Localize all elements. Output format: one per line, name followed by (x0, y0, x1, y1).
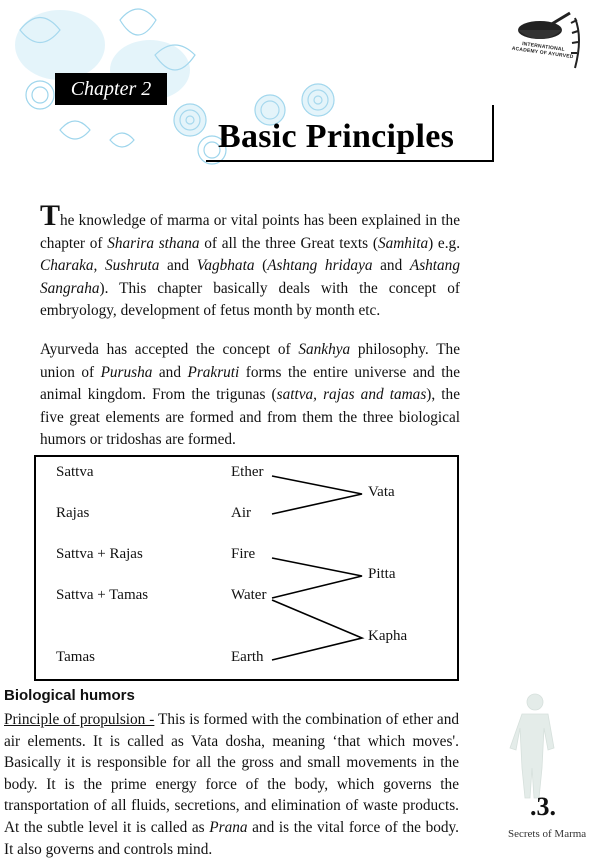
section-heading: Biological humors (4, 687, 135, 704)
text: and (152, 363, 188, 381)
dosha-cell: Kapha (368, 628, 408, 644)
text-italic: Sankhya (298, 341, 351, 358)
principle-label: Principle of propulsion - (4, 711, 155, 728)
text-italic: Purusha (100, 363, 153, 381)
biological-humors-paragraph (4, 709, 459, 860)
text: Ayurveda has accepted the concept of (40, 341, 299, 358)
drop-cap: T (40, 199, 61, 232)
text: forms the entire universe and the animal kingdom. From the trigunas ( (40, 363, 460, 404)
element-cell: Water (231, 587, 267, 603)
text: and (372, 257, 410, 275)
element-cell: Fire (231, 546, 256, 562)
element-cell: Earth (231, 649, 264, 665)
guna-cell: Sattva + Tamas (56, 587, 149, 603)
text-italic: Ashtang Sangraha (40, 257, 460, 297)
text: ), the five great elements are formed and from them the three biological humors or tridoshas are formed. (40, 386, 460, 449)
text-italic: Samhita (377, 234, 429, 252)
text-italic: Prana (209, 818, 248, 836)
element-cell: Ether (231, 464, 264, 480)
element-cell: Air (231, 505, 251, 521)
guna-cell: Rajas (56, 505, 90, 521)
chapter-label: Chapter 2 (55, 73, 167, 105)
text-italic: Sharira sthana (107, 234, 200, 252)
human-figure-illustration (500, 690, 570, 800)
dosha-cell: Vata (368, 484, 395, 500)
logo-caption: INTERNATIONAL ACADEMY OF AYURVED (511, 41, 574, 61)
text-italic: sattva, rajas and tamas (276, 386, 427, 404)
page-title: Basic Principles (218, 118, 455, 155)
guna-cell: Sattva (56, 464, 94, 480)
text-italic: Prakruti (187, 363, 240, 381)
text: philosophy. The union of (40, 341, 460, 381)
text: of all the three Great texts ( (199, 234, 378, 252)
text: he knowledge of marma or vital points has been explained in the chapter of (40, 212, 460, 252)
text: ( (254, 257, 268, 275)
text: ) e.g. (428, 234, 461, 252)
page-number: .3. (530, 792, 556, 821)
text-italic: Charaka, Sushruta (40, 257, 160, 275)
dosha-cell: Pitta (368, 566, 396, 582)
text: and is the vital force of the body. It also governs and controls mind. (4, 818, 459, 858)
text: This is formed with the combination of ether and air elements. It is called as Vata dosha, meaning ‘that which moves'. Basically it is responsible for all the gross and small movements in the body. It is the prime energy force of the body, which governs the transportation of all fluids, secretions, and elimination of waste products. At the subtle level it is called as (4, 711, 460, 836)
book-title-footer: Secrets of Marma (508, 828, 587, 840)
text-italic: Ashtang hridaya (267, 257, 373, 275)
guna-cell: Tamas (56, 649, 95, 665)
guna-cell: Sattva + Rajas (56, 546, 143, 562)
text: ). This chapter basically deals with the concept of embryology, development of fetus month by month etc. (40, 279, 460, 320)
text-italic: Vagbhata (196, 257, 255, 275)
text: and (159, 257, 197, 275)
